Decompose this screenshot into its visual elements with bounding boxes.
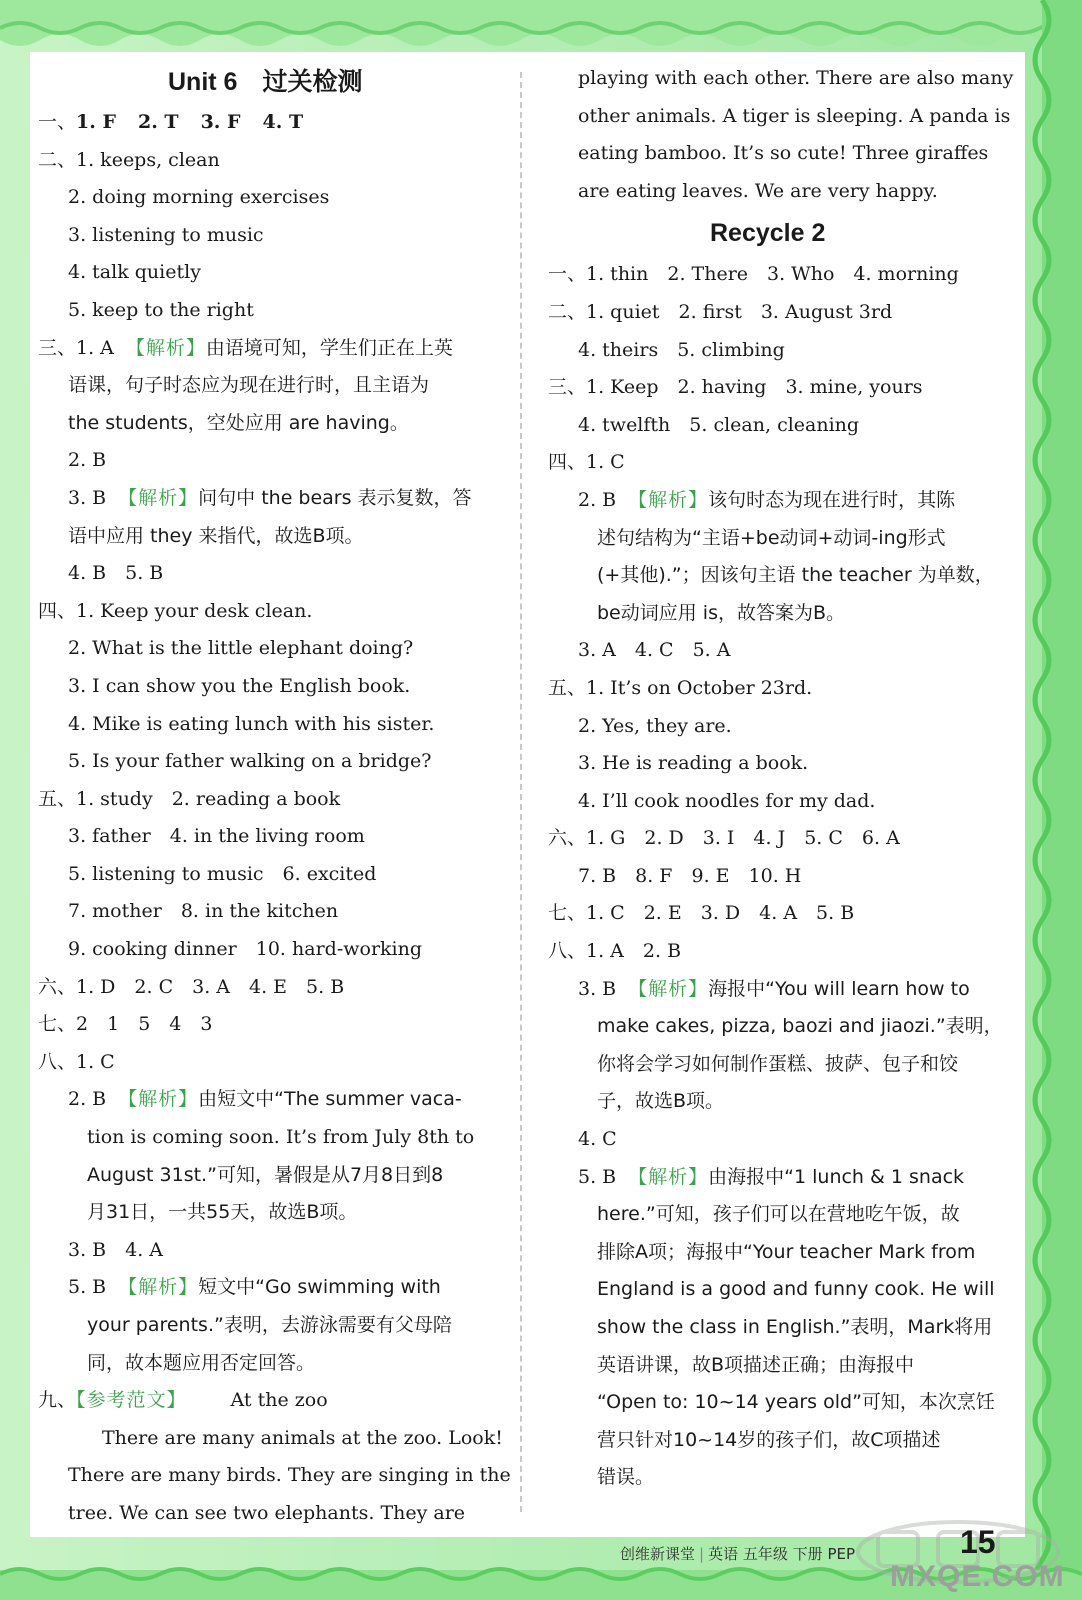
l-s3-a3: the students，空处应用 are having。 [68, 411, 409, 434]
l-s9: 九、【参考范文】 At the zoo [38, 1389, 328, 1412]
r-s8-b4: England is a good and funny cook. He will [597, 1278, 995, 1301]
l-s8-b2: your parents.”表明，去游泳需要有父母陪 [87, 1314, 452, 1336]
analysis-tag: 【解析】 [118, 1088, 199, 1111]
unit6-title: Unit 6 过关检测 [168, 68, 363, 96]
page-number: 15 [960, 1524, 996, 1560]
r-s5-1: 五、1. It’s on October 23rd. [548, 676, 813, 699]
l-s5-3: 5. listening to music 6. excited [68, 862, 377, 885]
r-s2-1: 二、1. quiet 2. first 3. August 3rd [548, 300, 893, 323]
l-s5-1: 五、1. study 2. reading a book [38, 787, 341, 810]
l-s3-2: 2. B [68, 449, 107, 472]
l-s3-b2: 语中应用 they 来指代，故选B项。 [68, 524, 364, 547]
r-s2-2: 4. theirs 5. climbing [578, 338, 785, 361]
l-s8-2: 2. B 【解析】由短文中“The summer vaca- [68, 1088, 462, 1111]
r-s8-3: 3. B 【解析】海报中“You will learn how to [578, 977, 970, 1000]
r-s3-1: 三、1. Keep 2. having 3. mine, yours [548, 376, 923, 399]
top-wave-border [0, 0, 1082, 58]
r-s5-4: 4. I’ll cook noodles for my dad. [578, 789, 876, 812]
l-s8-34: 3. B 4. A [68, 1238, 164, 1261]
footer-edition: PEP [827, 1545, 856, 1563]
analysis-tag: 【解析】 [628, 977, 709, 1000]
r-s8-a4: 子，故选B项。 [597, 1090, 725, 1113]
l-s4-5: 5. Is your father walking on a bridge? [68, 750, 432, 773]
r-s4-a3: (+其他).”；因该句主语 the teacher 为单数， [597, 564, 994, 587]
r-s5-2: 2. Yes, they are. [578, 714, 732, 737]
r-s8-b7: “Open to: 10~14 years old”可知，本次烹饪 [597, 1391, 995, 1414]
footer-volume: 下册 [792, 1545, 823, 1563]
right-column [548, 60, 1014, 1497]
l-s8-b3: 同，故本题应用否定回答。 [87, 1351, 316, 1374]
l-s4-4: 4. Mike is eating lunch with his sister. [68, 712, 435, 735]
r-s8-b6: 英语讲课，故B项描述正确；由海报中 [597, 1353, 915, 1376]
footer-brand: 创维新课堂 [620, 1545, 696, 1563]
r-s5-3: 3. He is reading a book. [578, 752, 809, 775]
left-column [38, 60, 511, 1533]
r-s8-12: 八、1. A 2. B [548, 940, 682, 963]
analysis-tag: 【解析】 [118, 1276, 199, 1299]
r-s8-4: 4. C [578, 1128, 617, 1151]
l-s4-1: 四、1. Keep your desk clean. [38, 599, 313, 622]
essay-line-5: other animals. A tiger is sleeping. A panda is [578, 104, 1011, 127]
r-s4-a4: be动词应用 is，故答案为B。 [597, 601, 846, 624]
l-s2-2: 2. doing morning exercises [68, 186, 330, 209]
l-s5-4: 7. mother 8. in the kitchen [68, 900, 339, 923]
r-s8-b8: 营只针对10~14岁的孩子们，故C项描述 [597, 1428, 941, 1451]
essay-line-2: There are many birds. They are singing in the [68, 1464, 511, 1487]
l-s3-1: 三、1. A 【解析】由语境可知，学生们正在上英 [38, 336, 453, 359]
essay-line-6: eating bamboo. It’s so cute! Three giraffes [578, 142, 989, 165]
analysis-tag: 【解析】 [628, 1165, 709, 1188]
r-s1: 一、1. thin 2. There 3. Who 4. morning [548, 263, 959, 286]
l-s6: 六、1. D 2. C 3. A 4. E 5. B [38, 975, 345, 998]
l-s7: 七、2 1 5 4 3 [38, 1013, 213, 1036]
l-s2-1: 二、1. keeps, clean [38, 148, 220, 171]
r-s8-5: 5. B 【解析】由海报中“1 lunch & 1 snack [578, 1165, 965, 1188]
r-s8-b9: 错误。 [597, 1466, 655, 1489]
l-s4-3: 3. I can show you the English book. [68, 674, 411, 697]
r-s4-345: 3. A 4. C 5. A [578, 639, 731, 662]
l-s3-45: 4. B 5. B [68, 562, 164, 585]
r-s8-a3: 你将会学习如何制作蛋糕、披萨、包子和饺 [597, 1052, 959, 1075]
r-s4-1: 四、1. C [548, 451, 625, 474]
l-s8-1: 八、1. C [38, 1050, 115, 1073]
l-s2-4: 4. talk quietly [68, 261, 201, 284]
l-s4-2: 2. What is the little elephant doing? [68, 637, 414, 660]
footer-subject: 英语 [708, 1545, 739, 1563]
r-s3-2: 4. twelfth 5. clean, cleaning [578, 413, 860, 436]
l-s8-5: 5. B 【解析】短文中“Go swimming with [68, 1276, 441, 1299]
essay-line-3: tree. We can see two elephants. They are [68, 1501, 466, 1524]
r-s4-a2: 述句结构为“主语+be动词+动词-ing形式 [597, 526, 946, 549]
recycle2-title: Recycle 2 [710, 219, 826, 248]
l-s3-a2: 语课，句子时态应为现在进行时，且主语为 [68, 374, 430, 397]
r-s8-b5: show the class in English.”表明，Mark将用 [597, 1316, 993, 1338]
l-s8-a2: tion is coming soon. It’s from July 8th to [87, 1126, 475, 1149]
l-s3-3: 3. B 【解析】问句中 the bears 表示复数，答 [68, 486, 472, 509]
r-s4-2: 2. B 【解析】该句时态为现在进行时，其陈 [578, 488, 956, 511]
footer-grade: 五年级 [742, 1545, 788, 1563]
r-s7: 七、1. C 2. E 3. D 4. A 5. B [548, 902, 855, 925]
analysis-tag: 【解析】 [118, 486, 199, 509]
l-s1: 一、1. F 2. T 3. F 4. T [38, 111, 304, 133]
essay-line-1: There are many animals at the zoo. Look! [102, 1426, 503, 1449]
essay-line-4: playing with each other. There are also many [578, 67, 1014, 89]
essay-line-7: are eating leaves. We are very happy. [578, 179, 938, 202]
l-s5-2: 3. father 4. in the living room [68, 825, 365, 848]
essay-title: At the zoo [230, 1389, 328, 1412]
watermark-text: MXQE.COM [890, 1560, 1065, 1593]
l-s2-3: 3. listening to music [68, 223, 264, 246]
r-s6-1: 六、1. G 2. D 3. I 4. J 5. C 6. A [548, 827, 900, 850]
l-s2-5: 5. keep to the right [68, 298, 254, 321]
r-s8-a2: make cakes, pizza, baozi and jiaozi.”表明， [597, 1015, 1003, 1038]
column-divider [520, 72, 522, 1512]
analysis-tag: 【解析】 [125, 336, 206, 359]
r-s6-2: 7. B 8. F 9. E 10. H [578, 864, 802, 887]
r-s8-b3: 排除A项；海报中“Your teacher Mark from [597, 1240, 976, 1263]
analysis-tag: 【解析】 [628, 488, 709, 511]
reference-essay-tag: 【参考范文】 [76, 1389, 187, 1412]
l-s5-5: 9. cooking dinner 10. hard-working [68, 938, 423, 961]
r-s8-b2: here.”可知，孩子们可以在营地吃午饭，故 [597, 1203, 960, 1226]
l-s8-a3: August 31st.”可知，暑假是从7月8日到8 [87, 1163, 444, 1186]
page-footer: 创维新课堂 | 英语 五年级 下册 PEP [620, 1545, 856, 1563]
l-s8-a4: 月31日，一共55天，故选B项。 [87, 1201, 358, 1224]
